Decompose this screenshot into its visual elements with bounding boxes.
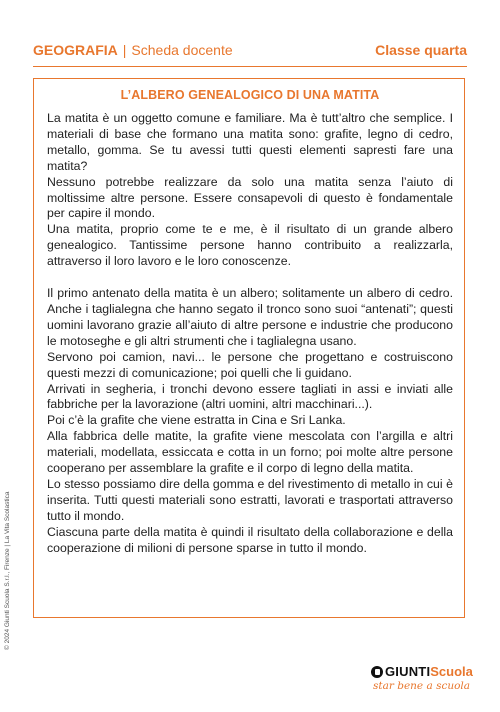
header-divider bbox=[33, 66, 467, 67]
paragraph: Arrivati in segheria, i tronchi devono essere tagliati in assi e inviati alle fabbriche per la lavorazione (altri uomini, altri macchinari...). bbox=[47, 381, 453, 412]
giunti-logo-icon bbox=[371, 666, 383, 678]
logo-tagline: star bene a scuola bbox=[373, 680, 471, 692]
sheet-label: Scheda docente bbox=[131, 42, 233, 58]
paragraph: Ciascuna parte della matita è quindi il risultato della collaborazione e della cooperazione di milioni di persone sparse in tutto il mondo. bbox=[47, 524, 453, 555]
paragraph: Nessuno potrebbe realizzare da solo una matita senza l’aiuto di moltissime altre persone. Essere consapevoli di questo è fondamentale per capire il mondo. bbox=[47, 174, 453, 221]
publisher-logo bbox=[371, 664, 481, 704]
logo-brand: GIUNTI bbox=[385, 664, 431, 679]
copyright-notice: © 2024 Giunti Scuola S.r.l., Firenze | La Vita Scolastica bbox=[4, 491, 11, 650]
subject-label: GEOGRAFIA bbox=[33, 42, 118, 58]
paragraph: Il primo antenato della matita è un albero; solitamente un albero di cedro. Anche i taglialegna che hanno segato il tronco sono suoi “antenati”; questi uomini lavorano grazie all’aiuto di altre persone e industrie che producono le motoseghe e gli altri strumenti che i taglialegna usano. bbox=[47, 286, 453, 348]
page-header bbox=[33, 42, 467, 58]
logo-brand-suffix: Scuola bbox=[430, 664, 473, 679]
logo-wordmark bbox=[371, 664, 481, 679]
paragraph: La matita è un oggetto comune e familiare. Ma è tutt’altro che semplice. I materiali di base che formano una matita sono: grafite, legno di cedro, metallo, gomma. Se tu avessi tutti questi elementi sapresti fare una matita? bbox=[47, 111, 453, 173]
paragraph: Alla fabbrica delle matite, la grafite viene mescolata con l’argilla e altri materiali, modellata, essiccata e cotta in un forno; poi molte altre persone cooperano per assemblare la grafite e il corpo di legno della matita. bbox=[47, 429, 453, 476]
paragraph: Servono poi camion, navi... le persone che progettano e costruiscono questi mezzi di comunicazione; poi quelli che li guidano. bbox=[47, 349, 453, 380]
document-body bbox=[47, 111, 453, 556]
paragraph: Poi c’è la grafite che viene estratta in Cina e Sri Lanka. bbox=[47, 413, 346, 428]
paragraph: Lo stesso possiamo dire della gomma e del rivestimento di metallo in cui è inserita. Tutti questi materiali sono estratti, lavorati e trasportati attraverso tutto il mondo. bbox=[47, 476, 453, 523]
document-title: L’ALBERO GENEALOGICO DI UNA MATITA bbox=[120, 88, 380, 102]
header-separator: | bbox=[122, 42, 127, 58]
paragraph: Una matita, proprio come te e me, è il risultato di un grande albero genealogico. Tantissime persone hanno contribuito a realizzarla, attraverso il loro lavoro e le loro conoscenze. bbox=[47, 222, 453, 269]
paragraph-gap bbox=[47, 270, 453, 286]
grade-label: Classe quarta bbox=[375, 42, 467, 58]
header-left bbox=[33, 42, 233, 58]
